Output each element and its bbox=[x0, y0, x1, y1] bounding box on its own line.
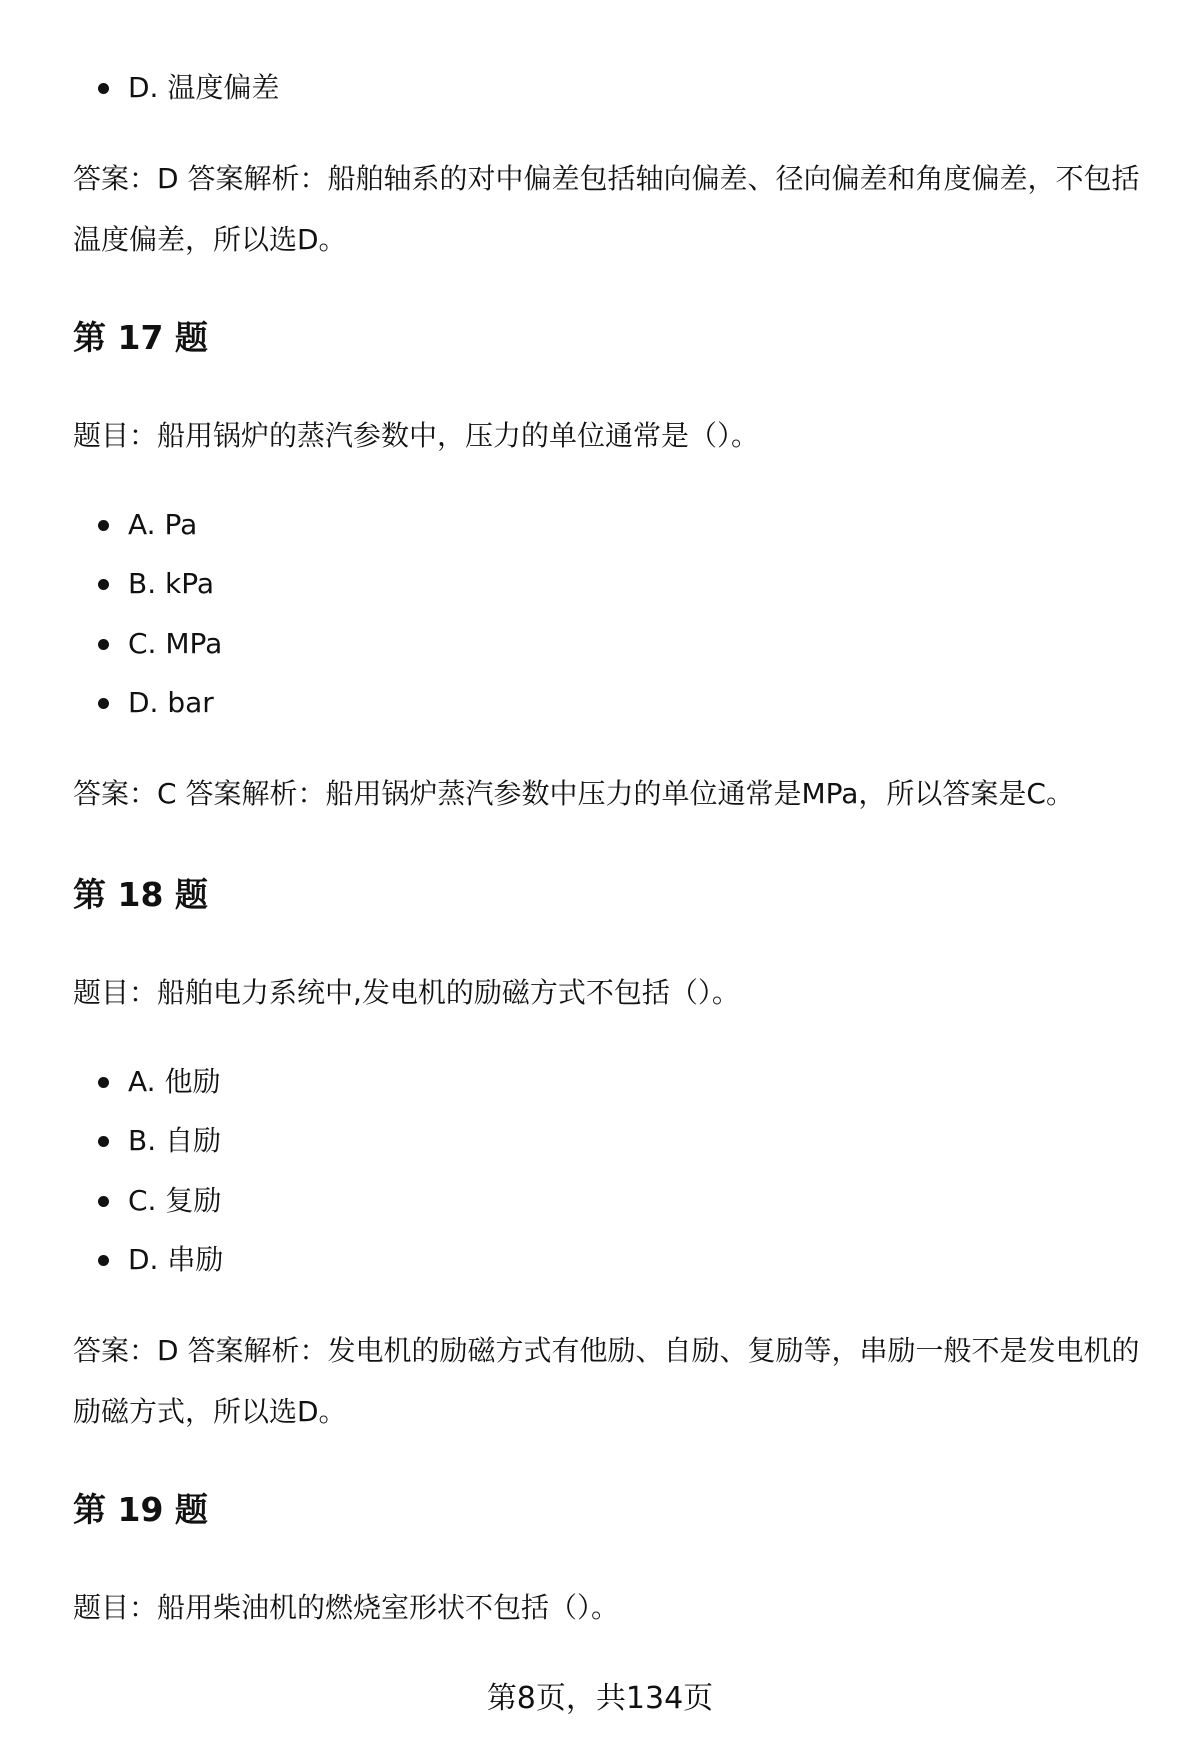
q17-option-b: B. kPa bbox=[128, 564, 214, 604]
q18-question: 题目：船舶电力系统中,发电机的励磁方式不包括（）。 bbox=[73, 976, 740, 1009]
q18-heading: 第 18 题 bbox=[73, 875, 208, 914]
q19-heading: 第 19 题 bbox=[73, 1490, 208, 1529]
page-footer: 第8页，共134页 bbox=[486, 1681, 714, 1716]
q18-option-c: C. 复励 bbox=[128, 1181, 221, 1221]
q17-heading: 第 17 题 bbox=[73, 318, 208, 357]
q16-option-d: D. 温度偏差 bbox=[128, 68, 279, 108]
q17-option-d: D. bar bbox=[128, 683, 214, 723]
q18-option-b: B. 自励 bbox=[128, 1121, 221, 1161]
q18-option-a: A. 他励 bbox=[128, 1062, 220, 1102]
q17-answer: 答案：C 答案解析：船用锅炉蒸汽参数中压力的单位通常是MPa，所以答案是C。 bbox=[73, 777, 1074, 810]
q17-option-a: A. Pa bbox=[128, 505, 197, 545]
q17-question: 题目：船用锅炉的蒸汽参数中，压力的单位通常是（）。 bbox=[73, 419, 760, 452]
q17-option-c: C. MPa bbox=[128, 624, 222, 664]
q18-option-d: D. 串励 bbox=[128, 1240, 223, 1280]
q19-question: 题目：船用柴油机的燃烧室形状不包括（）。 bbox=[73, 1591, 620, 1624]
q18-answer: 答案：D 答案解析：发电机的励磁方式有他励、自励、复励等，串励一般不是发电机的励磁方式，所以选D。 bbox=[73, 1334, 1140, 1428]
q16-answer: 答案：D 答案解析：船舶轴系的对中偏差包括轴向偏差、径向偏差和角度偏差，不包括温度偏差，所以选D。 bbox=[73, 162, 1140, 256]
